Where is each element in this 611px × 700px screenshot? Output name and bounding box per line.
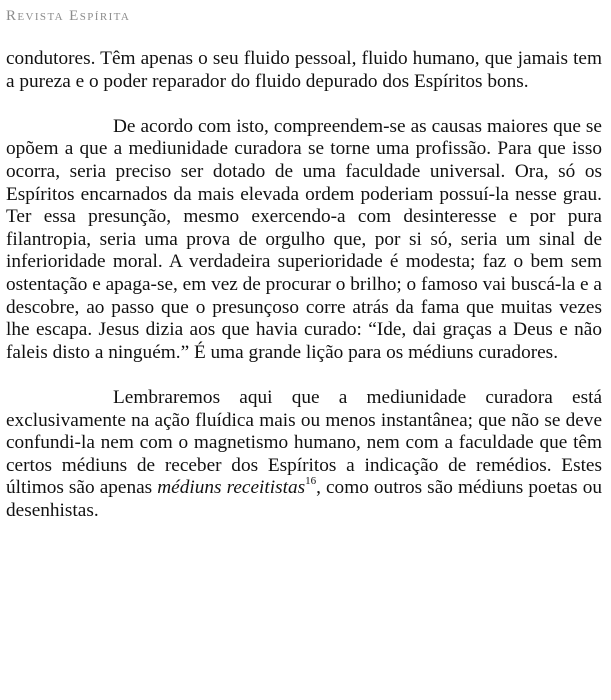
italic-term: médiuns receitistas — [157, 477, 306, 499]
paragraph-mediunidade-profissao: De acordo com isto, compreendem-se as causas maiores que se opõem a que a mediunidade curadora se torne uma profissão. Para que isso ocorra, seria preciso ser dotado de uma faculdade universal. Ora, só os Espíritos encarnados da mais elevada ordem poderiam possuí-la nesse grau. Ter essa presunção, mesmo exercendo-a com desinteresse e por pura filantropia, seria uma prova de orgulho que, por si só, seria um sinal de inferioridade moral. A verdadeira superioridade é modesta; faz o bem sem ostentação e apaga-se, em vez de procurar o brilho; o famoso vai buscá-la e a descobre, ao passo que o presunçoso corre atrás da fama que muitas vezes lhe escapa. Jesus dizia aos que havia curado: “Ide, dai graças a Deus e não faleis disto a ninguém.” É uma grande lição para os médiuns curadores. — [6, 115, 602, 363]
paragraph-text-before: Lembraremos aqui que a mediunidade curadora está exclusivamente na ação fluídica mais ou menos instantânea; que não se deve confundi-la nem com o magnetismo humano, nem com a faculdade que têm certos médiuns de receber dos Espíritos a indicação de remédios. Estes últimos são apenas — [6, 386, 602, 499]
paragraph-acao-fluidica — [6, 387, 602, 523]
body-text — [6, 48, 602, 522]
paragraph-continuation: condutores. Têm apenas o seu fluido pessoal, fluido humano, que jamais tem a pureza e o poder reparador do fluido depurado dos Espíritos bons. — [6, 48, 602, 92]
running-header: Revista Espírita — [6, 8, 131, 24]
footnote-reference[interactable]: 16 — [305, 475, 317, 488]
paragraph-text-after: , como outros são médiuns poetas ou desenhistas. — [6, 477, 602, 521]
